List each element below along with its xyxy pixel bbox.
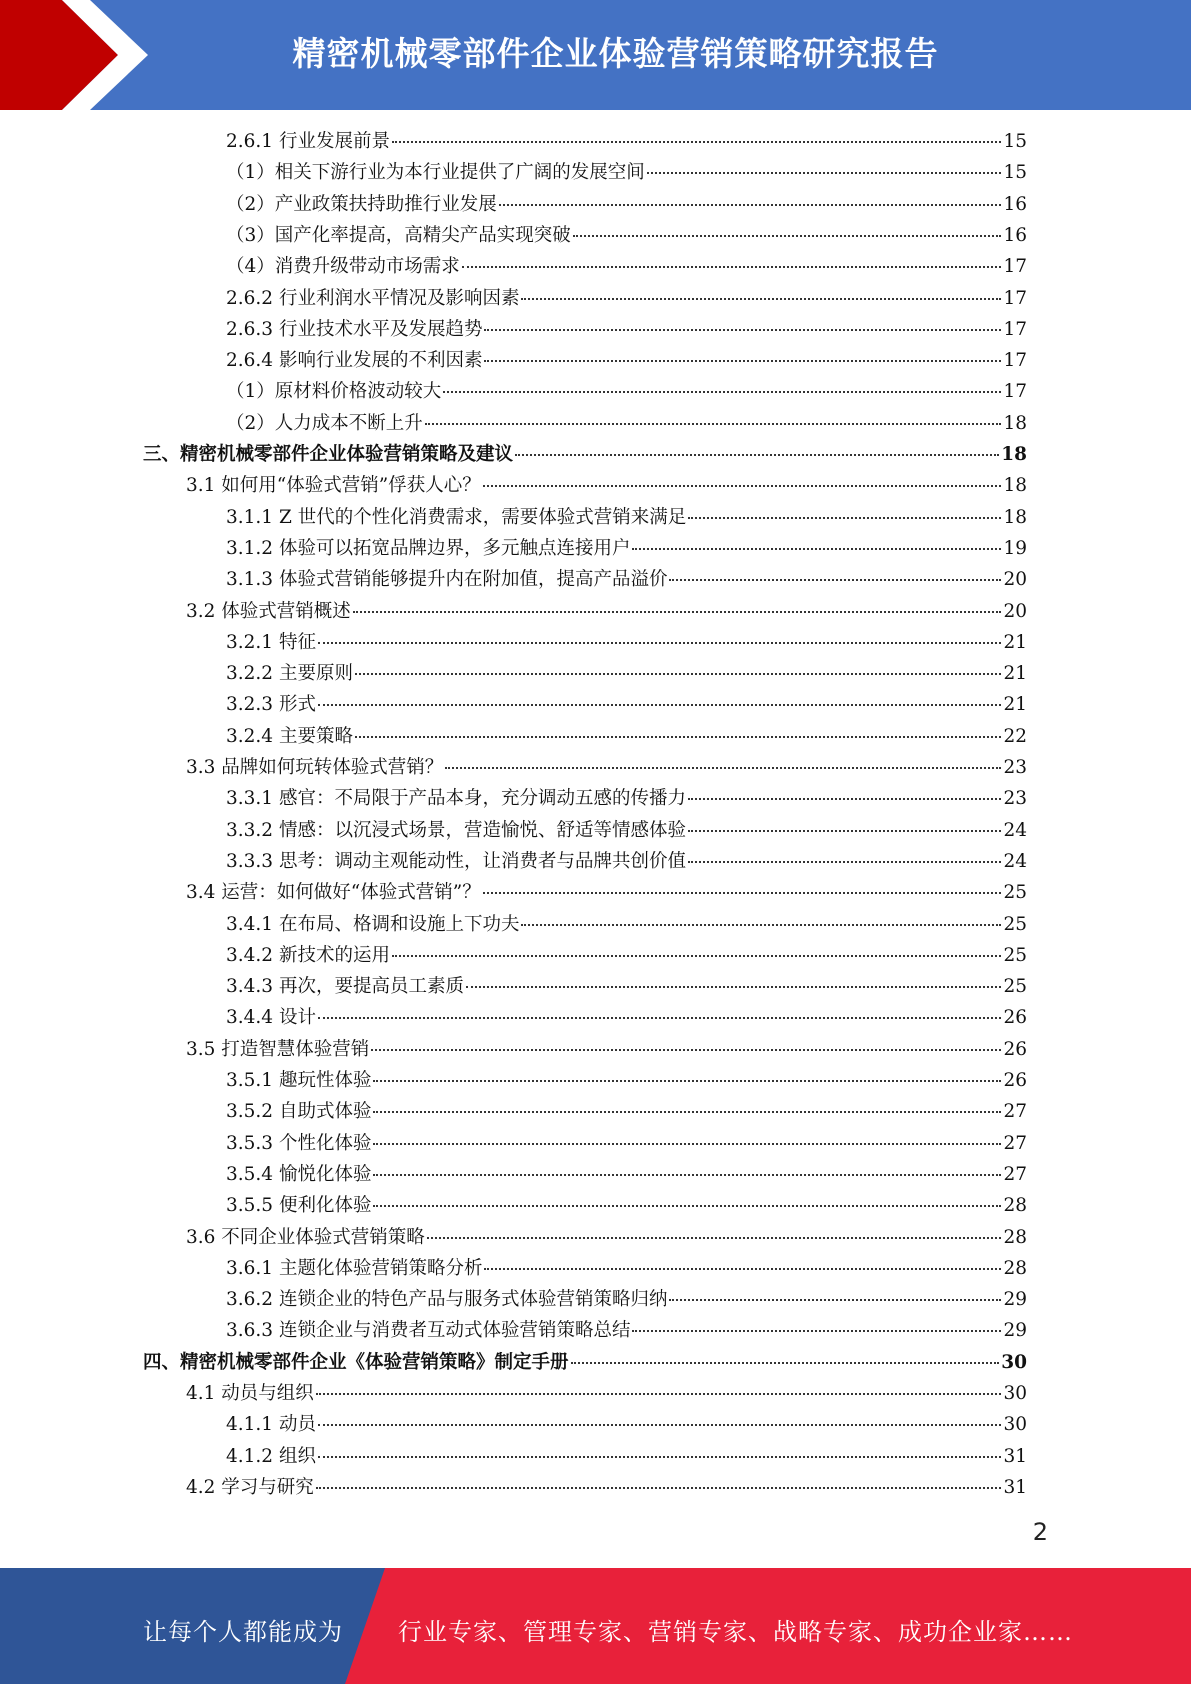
toc-leader-dots	[318, 1017, 1002, 1019]
toc-leader-dots	[316, 1393, 1002, 1395]
toc-leader-dots	[688, 830, 1001, 832]
toc-entry[interactable]	[226, 1098, 1027, 1126]
toc-entry[interactable]	[226, 566, 1027, 594]
page-number: 2	[1032, 1518, 1048, 1546]
toc-leader-dots	[688, 861, 1001, 863]
toc-entry-page: 20	[1003, 600, 1027, 622]
toc-leader-dots	[373, 1080, 1001, 1082]
toc-entry-page: 18	[1003, 412, 1027, 434]
toc-leader-dots	[521, 924, 1001, 926]
toc-entry-title: 3.4.1 在布局、格调和设施上下功夫	[226, 913, 520, 935]
toc-entry-page: 19	[1003, 537, 1027, 559]
toc-leader-dots	[571, 1362, 1000, 1364]
toc-entry[interactable]	[226, 191, 1027, 219]
toc-entry-page: 27	[1003, 1101, 1027, 1123]
toc-leader-dots	[632, 548, 1001, 550]
toc-leader-dots	[484, 360, 1001, 362]
toc-entry-title: （4）消费升级带动市场需求	[226, 256, 460, 278]
toc-entry[interactable]	[186, 1380, 1027, 1408]
toc-entry[interactable]	[226, 316, 1027, 344]
toc-leader-dots	[443, 391, 1001, 393]
toc-leader-dots	[515, 454, 999, 456]
toc-entry[interactable]	[226, 1286, 1027, 1314]
toc-leader-dots	[353, 611, 1002, 613]
toc-entry[interactable]	[226, 629, 1027, 657]
toc-entry[interactable]	[186, 879, 1027, 907]
toc-entry[interactable]	[226, 942, 1027, 970]
toc-entry-title: 2.6.1 行业发展前景	[226, 131, 390, 152]
toc-entry-page: 30	[1001, 1351, 1027, 1373]
toc-entry[interactable]	[226, 410, 1027, 438]
toc-entry-title: 3.5 打造智慧体验营销	[186, 1038, 370, 1060]
toc-entry-title: 3.6.1 主题化体验营销策略分析	[226, 1257, 483, 1279]
toc-entry-page: 23	[1003, 788, 1027, 810]
toc-entry-title: 3.2.4 主要策略	[226, 725, 353, 747]
toc-entry-title: 2.6.2 行业利润水平情况及影响因素	[226, 287, 520, 309]
toc-entry-page: 31	[1003, 1476, 1027, 1498]
toc-entry[interactable]	[226, 285, 1027, 313]
toc-entry[interactable]	[226, 691, 1027, 719]
toc-entry-title: 2.6.3 行业技术水平及发展趋势	[226, 318, 483, 340]
toc-leader-dots	[632, 1330, 1001, 1332]
toc-entry-title: 3.5.3 个性化体验	[226, 1132, 372, 1154]
toc-leader-dots	[484, 1268, 1001, 1270]
toc-entry-page: 26	[1003, 1070, 1027, 1091]
toc-entry[interactable]	[226, 253, 1027, 281]
toc-leader-dots	[318, 1424, 1002, 1426]
toc-entry-page: 31	[1003, 1445, 1027, 1467]
toc-leader-dots	[316, 1487, 1002, 1489]
toc-entry[interactable]	[226, 1411, 1027, 1439]
toc-leader-dots	[484, 329, 1001, 331]
toc-entry-page: 30	[1003, 1414, 1027, 1436]
toc-entry-title: 3.6.2 连锁企业的特色产品与服务式体验营销策略归纳	[226, 1289, 668, 1311]
toc-entry-page: 20	[1003, 569, 1027, 591]
toc-leader-dots	[462, 266, 1002, 268]
toc-entry-page: 17	[1003, 318, 1027, 340]
toc-leader-dots	[392, 955, 1001, 957]
toc-entry-page: 30	[1003, 1383, 1027, 1404]
toc-leader-dots	[445, 767, 1001, 769]
toc-leader-dots	[425, 423, 1002, 425]
toc-entry[interactable]	[186, 472, 1027, 500]
toc-leader-dots	[499, 204, 1002, 206]
toc-entry[interactable]	[226, 848, 1027, 876]
toc-leader-dots	[427, 1237, 1002, 1239]
toc-entry[interactable]	[226, 1130, 1027, 1158]
toc-entry-title: 3.1.2 体验可以拓宽品牌边界，多元触点连接用户	[226, 537, 631, 559]
toc-entry[interactable]	[226, 535, 1027, 563]
toc-entry[interactable]	[226, 1317, 1027, 1345]
toc-entry-title: 3.5.4 愉悦化体验	[226, 1163, 372, 1185]
toc-leader-dots	[373, 1174, 1001, 1176]
toc-entry[interactable]	[226, 159, 1027, 187]
toc-entry-page: 17	[1003, 381, 1027, 403]
toc-entry-page: 27	[1003, 1163, 1027, 1185]
toc-entry-page: 22	[1003, 725, 1027, 747]
toc-entry[interactable]	[226, 723, 1027, 751]
toc-entry-title: 3.3.2 情感：以沉浸式场景，营造愉悦、舒适等情感体验	[226, 819, 686, 841]
toc-entry-page: 28	[1003, 1195, 1027, 1217]
toc-entry-title: 4.1.2 组织	[226, 1445, 316, 1467]
toc-entry[interactable]	[226, 817, 1027, 845]
toc-entry-page: 25	[1003, 944, 1027, 966]
toc-entry-title: 3.2 体验式营销概述	[186, 600, 351, 622]
toc-entry-title: （3）国产化率提高，高精尖产品实现突破	[226, 224, 571, 246]
toc-entry-page: 21	[1003, 631, 1027, 653]
toc-entry[interactable]	[226, 1067, 1027, 1095]
toc-entry-title: 3.6 不同企业体验式营销策略	[186, 1226, 425, 1248]
toc-leader-dots	[688, 517, 1001, 519]
toc-leader-dots	[355, 736, 1002, 738]
toc-entry-page: 29	[1003, 1289, 1027, 1311]
toc-entry[interactable]	[226, 347, 1027, 375]
toc-entry-page: 18	[1003, 506, 1027, 528]
toc-entry-title: 3.4.2 新技术的运用	[226, 944, 390, 966]
toc-entry[interactable]	[226, 222, 1027, 250]
toc-entry-title: 3.4.3 再次，要提高员工素质	[226, 976, 464, 998]
toc-leader-dots	[466, 986, 1001, 988]
toc-entry[interactable]	[226, 785, 1027, 813]
toc-entry-page: 16	[1003, 193, 1027, 215]
toc-entry-title: 3.2.3 形式	[226, 694, 316, 716]
toc-entry[interactable]	[226, 504, 1027, 532]
toc-entry-title: 4.2 学习与研究	[186, 1476, 314, 1498]
toc-entry[interactable]	[226, 378, 1027, 406]
toc-entry-title: （2）产业政策扶持助推行业发展	[226, 193, 497, 215]
toc-leader-dots	[669, 579, 1001, 581]
footer-slogan-right: 行业专家、管理专家、营销专家、战略专家、成功企业家……	[398, 1618, 1073, 1646]
toc-entry-title: 3.1.3 体验式营销能够提升内在附加值，提高产品溢价	[226, 569, 668, 591]
toc-entry-title: 3.3 品牌如何玩转体验式营销？	[186, 757, 444, 778]
header-bar	[0, 0, 1191, 110]
toc-entry-title: 3.5.2 自助式体验	[226, 1101, 372, 1123]
toc-entry-title: 3.5.5 便利化体验	[226, 1195, 372, 1217]
toc-entry-page: 18	[1001, 444, 1027, 465]
toc-entry-title: 3.3.1 感官：不局限于产品本身，充分调动五感的传播力	[226, 788, 686, 810]
toc-entry[interactable]	[186, 754, 1027, 782]
toc-entry-title: 3.2.1 特征	[226, 631, 316, 653]
toc-leader-dots	[688, 798, 1001, 800]
toc-entry[interactable]	[143, 441, 1027, 469]
toc-entry[interactable]	[186, 598, 1027, 626]
toc-entry-page: 28	[1003, 1226, 1027, 1248]
toc-entry-page: 15	[1003, 131, 1027, 152]
toc-leader-dots	[373, 1143, 1001, 1145]
toc-leader-dots	[521, 298, 1001, 300]
toc-entry-title: 3.2.2 主要原则	[226, 663, 353, 685]
toc-entry-page: 21	[1003, 663, 1027, 685]
document-title: 精密机械零部件企业体验营销策略研究报告	[292, 34, 939, 73]
toc-leader-dots	[392, 141, 1001, 143]
toc-entry-title: 3.5.1 趣玩性体验	[226, 1070, 372, 1091]
toc-entry-page: 17	[1003, 256, 1027, 278]
toc-leader-dots	[371, 1049, 1001, 1051]
toc-entry-title: （2）人力成本不断上升	[226, 412, 423, 434]
toc-entry-title: （1）原材料价格波动较大	[226, 381, 442, 403]
toc-leader-dots	[355, 673, 1002, 675]
toc-entry[interactable]	[226, 128, 1027, 156]
toc-entry-page: 21	[1003, 694, 1027, 716]
toc-entry[interactable]	[226, 1443, 1027, 1471]
toc-leader-dots	[373, 1205, 1001, 1207]
toc-entry[interactable]	[186, 1474, 1027, 1502]
toc-leader-dots	[318, 642, 1002, 644]
toc-entry-page: 24	[1003, 850, 1027, 872]
toc-entry-page: 15	[1003, 162, 1027, 184]
toc-entry-title: 3.1.1 Z 世代的个性化消费需求，需要体验式营销来满足	[226, 506, 687, 528]
toc-leader-dots	[318, 704, 1002, 706]
toc-leader-dots	[483, 892, 1002, 894]
toc-entry-page: 16	[1003, 224, 1027, 246]
toc-entry-page: 18	[1003, 475, 1027, 497]
toc-entry-title: 3.1 如何用“体验式营销”俘获人心？	[186, 475, 481, 497]
toc-entry[interactable]	[186, 1036, 1027, 1064]
toc-entry-page: 26	[1003, 1038, 1027, 1060]
toc-entry-page: 25	[1003, 976, 1027, 998]
toc-entry-title: 3.3.3 思考：调动主观能动性，让消费者与品牌共创价值	[226, 850, 686, 872]
toc-entry-page: 28	[1003, 1257, 1027, 1279]
toc-entry-title: 三、精密机械零部件企业体验营销策略及建议	[143, 444, 514, 465]
toc-leader-dots	[573, 235, 1002, 237]
toc-entry-title: （1）相关下游行业为本行业提供了广阔的发展空间	[226, 162, 645, 184]
footer-banner	[0, 1568, 1191, 1684]
toc-entry[interactable]	[226, 660, 1027, 688]
toc-entry-title: 四、精密机械零部件企业《体验营销策略》制定手册	[143, 1351, 569, 1373]
toc-entry[interactable]	[143, 1349, 1027, 1377]
toc-entry-page: 24	[1003, 819, 1027, 841]
toc-entry-page: 17	[1003, 287, 1027, 309]
toc-entry-page: 27	[1003, 1132, 1027, 1154]
toc-entry-title: 3.4 运营：如何做好“体验式营销”？	[186, 882, 481, 904]
toc-entry[interactable]	[226, 1255, 1027, 1283]
footer-slogan-left: 让每个人都能成为	[143, 1618, 343, 1646]
toc-entry[interactable]	[226, 1004, 1027, 1032]
toc-entry[interactable]	[226, 1192, 1027, 1220]
toc-entry-page: 26	[1003, 1007, 1027, 1029]
toc-entry[interactable]	[226, 911, 1027, 939]
toc-entry-title: 3.4.4 设计	[226, 1007, 316, 1029]
toc-entry-title: 2.6.4 影响行业发展的不利因素	[226, 350, 483, 372]
toc-entry-page: 25	[1003, 882, 1027, 904]
toc-leader-dots	[318, 1456, 1002, 1458]
toc-leader-dots	[483, 485, 1002, 487]
toc-entry-page: 25	[1003, 913, 1027, 935]
toc-entry-page: 29	[1003, 1320, 1027, 1342]
toc-entry[interactable]	[186, 1224, 1027, 1252]
toc-entry[interactable]	[226, 1161, 1027, 1189]
toc-entry-title: 4.1 动员与组织	[186, 1383, 314, 1404]
toc-entry-title: 4.1.1 动员	[226, 1414, 316, 1436]
toc-entry-title: 3.6.3 连锁企业与消费者互动式体验营销策略总结	[226, 1320, 631, 1342]
toc-entry-page: 23	[1003, 757, 1027, 778]
toc-entry[interactable]	[226, 973, 1027, 1001]
toc-leader-dots	[373, 1111, 1001, 1113]
toc-entry-page: 17	[1003, 350, 1027, 372]
toc-leader-dots	[647, 172, 1002, 174]
toc-leader-dots	[669, 1299, 1001, 1301]
